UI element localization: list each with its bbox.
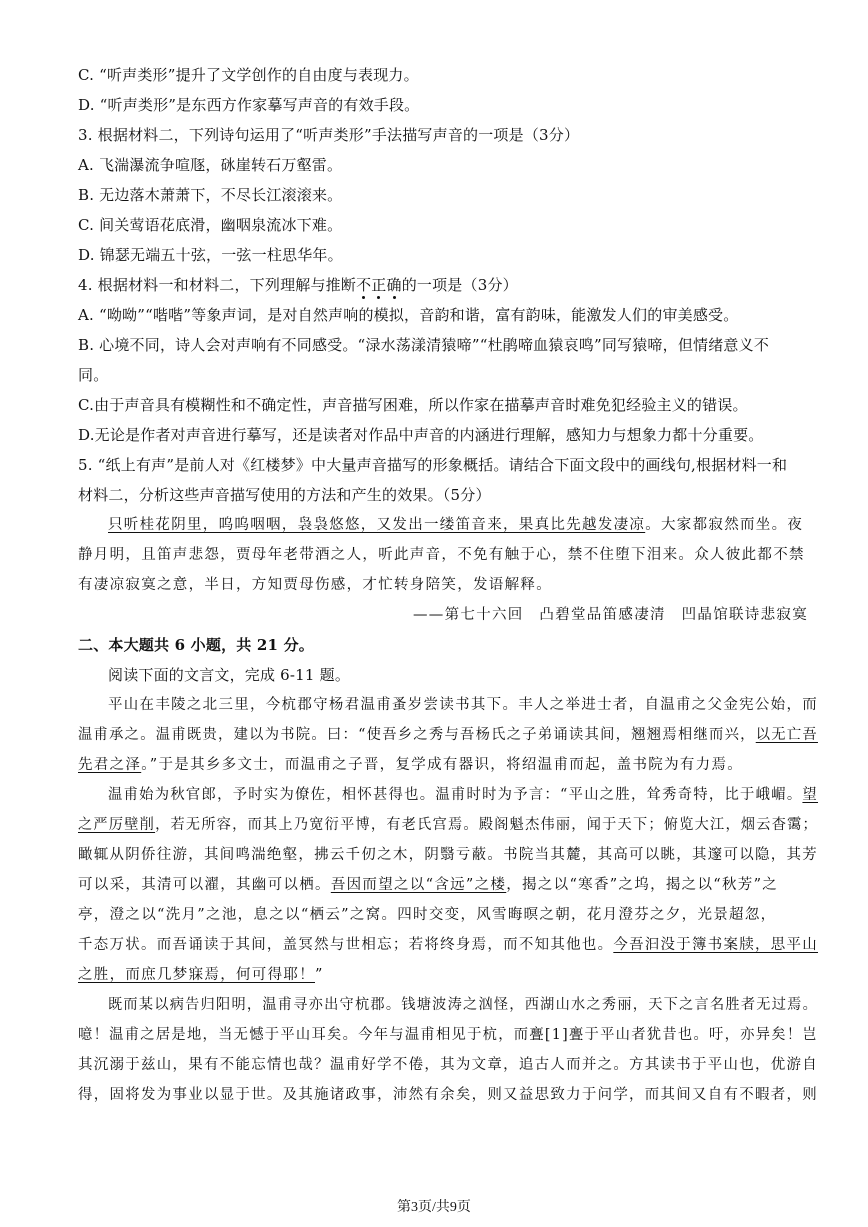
classical-p2-line7-rest: ”: [315, 967, 324, 983]
classical-p2-line5: 亭，澄之以“洗月”之池，息之以“栖云”之窝。四时交变，风雪晦暝之朝，花月澄芬之夕，光景超忽，: [78, 907, 777, 923]
classical-p1-line2-text: 温甫承之。温甫既贵，建以为书院。曰：“使吾乡之秀与吾杨氏之子弟诵读其间，翘翘焉相继而兴，: [78, 727, 756, 743]
classical-p2-line2: [78, 815, 818, 835]
q3-option-d: D. 锦瑟无端五十弦，一弦一柱思华年。: [78, 246, 343, 264]
classical-p2-line4: [78, 875, 778, 895]
q5-passage-line3: 有凄凉寂寞之意，半日，方知贾母伤感，才忙转身陪笑，发语解释。: [78, 577, 552, 593]
q5-stem-line2: 材料二，分析这些声音描写使用的方法和产生的效果。（5分）: [78, 486, 491, 504]
classical-underline-1a: 以无亡吾: [755, 727, 818, 743]
classical-p1-line3-text: 。”于是其乡多文士，而温甫之子晋，复学成有器识，将绍温甫而起，盖书院为有力焉。: [141, 757, 744, 773]
classical-underline-4b: 之胜，而庶几梦寐焉，何可得耶！: [78, 967, 315, 983]
classical-p2-line3: 瞰辄从阴侨往游，其间鸣湍绝壑，拂云千仞之木，阴翳亏蔽。书院当其麓，其高可以眺，其邃可以隐，其芳: [78, 847, 819, 863]
q4-option-b-line2: 同。: [78, 366, 109, 384]
classical-underline-3: 吾因而望之以“含远”之楼: [330, 877, 507, 893]
q5-passage-source: ——第七十六回 凸碧堂品笛感凄清 凹晶馆联诗悲寂寞: [413, 607, 808, 623]
section2-heading: 二、本大题共 6 小题，共 21 分。: [78, 636, 315, 654]
classical-underline-1b: 先君之泽: [78, 757, 142, 773]
emphasis-dot-char: 不: [356, 276, 372, 294]
q3-option-a: A. 飞湍瀑流争喧豗，砯崖转石万壑雷。: [78, 156, 343, 174]
q4-option-a: A. “呦呦”“喈喈”等象声词，是对自然声响的模拟，音韵和谐，富有韵味，能激发人们的审美感受。: [78, 306, 739, 324]
classical-p3-line3: 其沉溺于兹山，果有不能忘情也哉？温甫好学不倦，其为文章，追古人而并之。方其读书于平山也，优游自: [78, 1057, 819, 1073]
section2-instruction: 阅读下面的文言文，完成 6-11 题。: [108, 666, 351, 684]
q2-option-d: D. “听声类形”是东西方作家摹写声音的有效手段。: [78, 96, 420, 114]
q4-stem-start: 4. 根据材料一和材料二，下列理解与推断: [78, 276, 357, 294]
q4-stem-emphasis: [356, 276, 402, 294]
classical-underline-2b: 之严厉壁削: [78, 817, 156, 833]
emphasis-dot-char: 正: [371, 276, 387, 294]
classical-p3-line4: 得，固将发为事业以显于世。及其施诸政事，沛然有余矣，则又益思致力于问学，而其间又自有不暇者，则: [78, 1087, 819, 1103]
classical-p2-line4-rest: ，揭之以“寒香”之坞，揭之以“秋芳”之: [506, 877, 779, 893]
q3-option-b: B. 无边落木萧萧下，不尽长江滚滚来。: [78, 186, 343, 204]
q3-stem: 3. 根据材料二，下列诗句运用了“听声类形”手法描写声音的一项是（3分）: [78, 126, 580, 144]
q3-option-c: C. 间关莺语花底滑，幽咽泉流冰下难。: [78, 216, 343, 234]
q2-option-c: C. “听声类形”提升了文学创作的自由度与表现力。: [78, 66, 419, 84]
classical-p1-line2: [78, 725, 818, 745]
page-number: 第3页/共9页: [397, 1200, 471, 1215]
classical-p2-line1: [108, 785, 818, 805]
classical-p3-line2: 噫！温甫之居是地，当无憾于平山耳矣。今年与温甫相见于杭，而亹[1]亹于平山者犹昔也。吁，亦异矣！岂: [78, 1027, 818, 1043]
classical-p2-line4-text: 可以采，其清可以濯，其幽可以栖。: [78, 877, 331, 893]
q4-option-b-line1: B. 心境不同，诗人会对声响有不同感受。“渌水荡漾清猿啼”“杜鹃啼血猿哀鸣”同写猿啼，但情绪意义不: [78, 336, 770, 354]
q5-passage-line1-rest: 。大家都寂然而坐。夜: [645, 517, 804, 533]
q4-option-d: D.无论是作者对声音进行摹写，还是读者对作品中声音的内涵进行理解，感知力与想象力都十分重要。: [78, 426, 764, 444]
classical-p1-line1: 平山在丰陵之北三里，今杭郡守杨君温甫蚤岁尝读书其下。丰人之举进士者，自温甫之父金宪公始，而: [108, 697, 819, 713]
q5-underlined-sentence: 只听桂花阴里，呜呜咽咽，袅袅悠悠，又发出一缕笛音来，果真比先越发凄凉: [108, 517, 646, 533]
q5-passage-line2: 静月明，且笛声悲怨，贾母年老带酒之人，听此声音，不免有触于心，禁不住堕下泪来。众人彼此都不禁: [78, 547, 805, 563]
classical-underline-2a: 望: [802, 787, 819, 803]
classical-p3-line1: 既而某以病告归阳明，温甫寻亦出守杭郡。钱塘波涛之汹怪，西湖山水之秀丽，天下之言名胜者无过焉。: [108, 997, 819, 1013]
emphasis-dot-char: 确: [386, 276, 402, 294]
classical-p2-line2-text: ，若无所容，而其上乃宽衍平博，有老氏宫焉。殿阁魁杰伟丽，闻于天下；俯览大江，烟云杳霭；: [155, 817, 818, 833]
classical-p2-line1-text: 温甫始为秋官郎，予时实为僚佐，相怀甚得也。温甫时时为予言：“平山之胜，耸秀奇特，比于峨嵋。: [108, 787, 803, 803]
q5-passage-line1: [108, 515, 803, 535]
classical-p2-line7: [78, 965, 324, 985]
classical-p1-line3: [78, 755, 743, 775]
q4-option-c: C.由于声音具有模糊性和不确定性，声音描写困难，所以作家在描摹声音时难免犯经验主义的错误。: [78, 396, 748, 414]
q5-stem-line1: 5. “纸上有声”是前人对《红楼梦》中大量声音描写的形象概括。请结合下面文段中的画线句,根据材料一和: [78, 456, 788, 474]
classical-p2-line6-text: 千态万状。而吾诵读于其间，盖冥然与世相忘；若将终身焉，而不知其他也。: [78, 937, 614, 953]
q4-stem: [78, 275, 518, 295]
classical-p2-line6: [78, 935, 818, 955]
classical-underline-4a: 今吾汩没于簿书案牍，思平山: [613, 937, 819, 953]
q4-stem-end: 的一项是（3分）: [401, 276, 518, 294]
